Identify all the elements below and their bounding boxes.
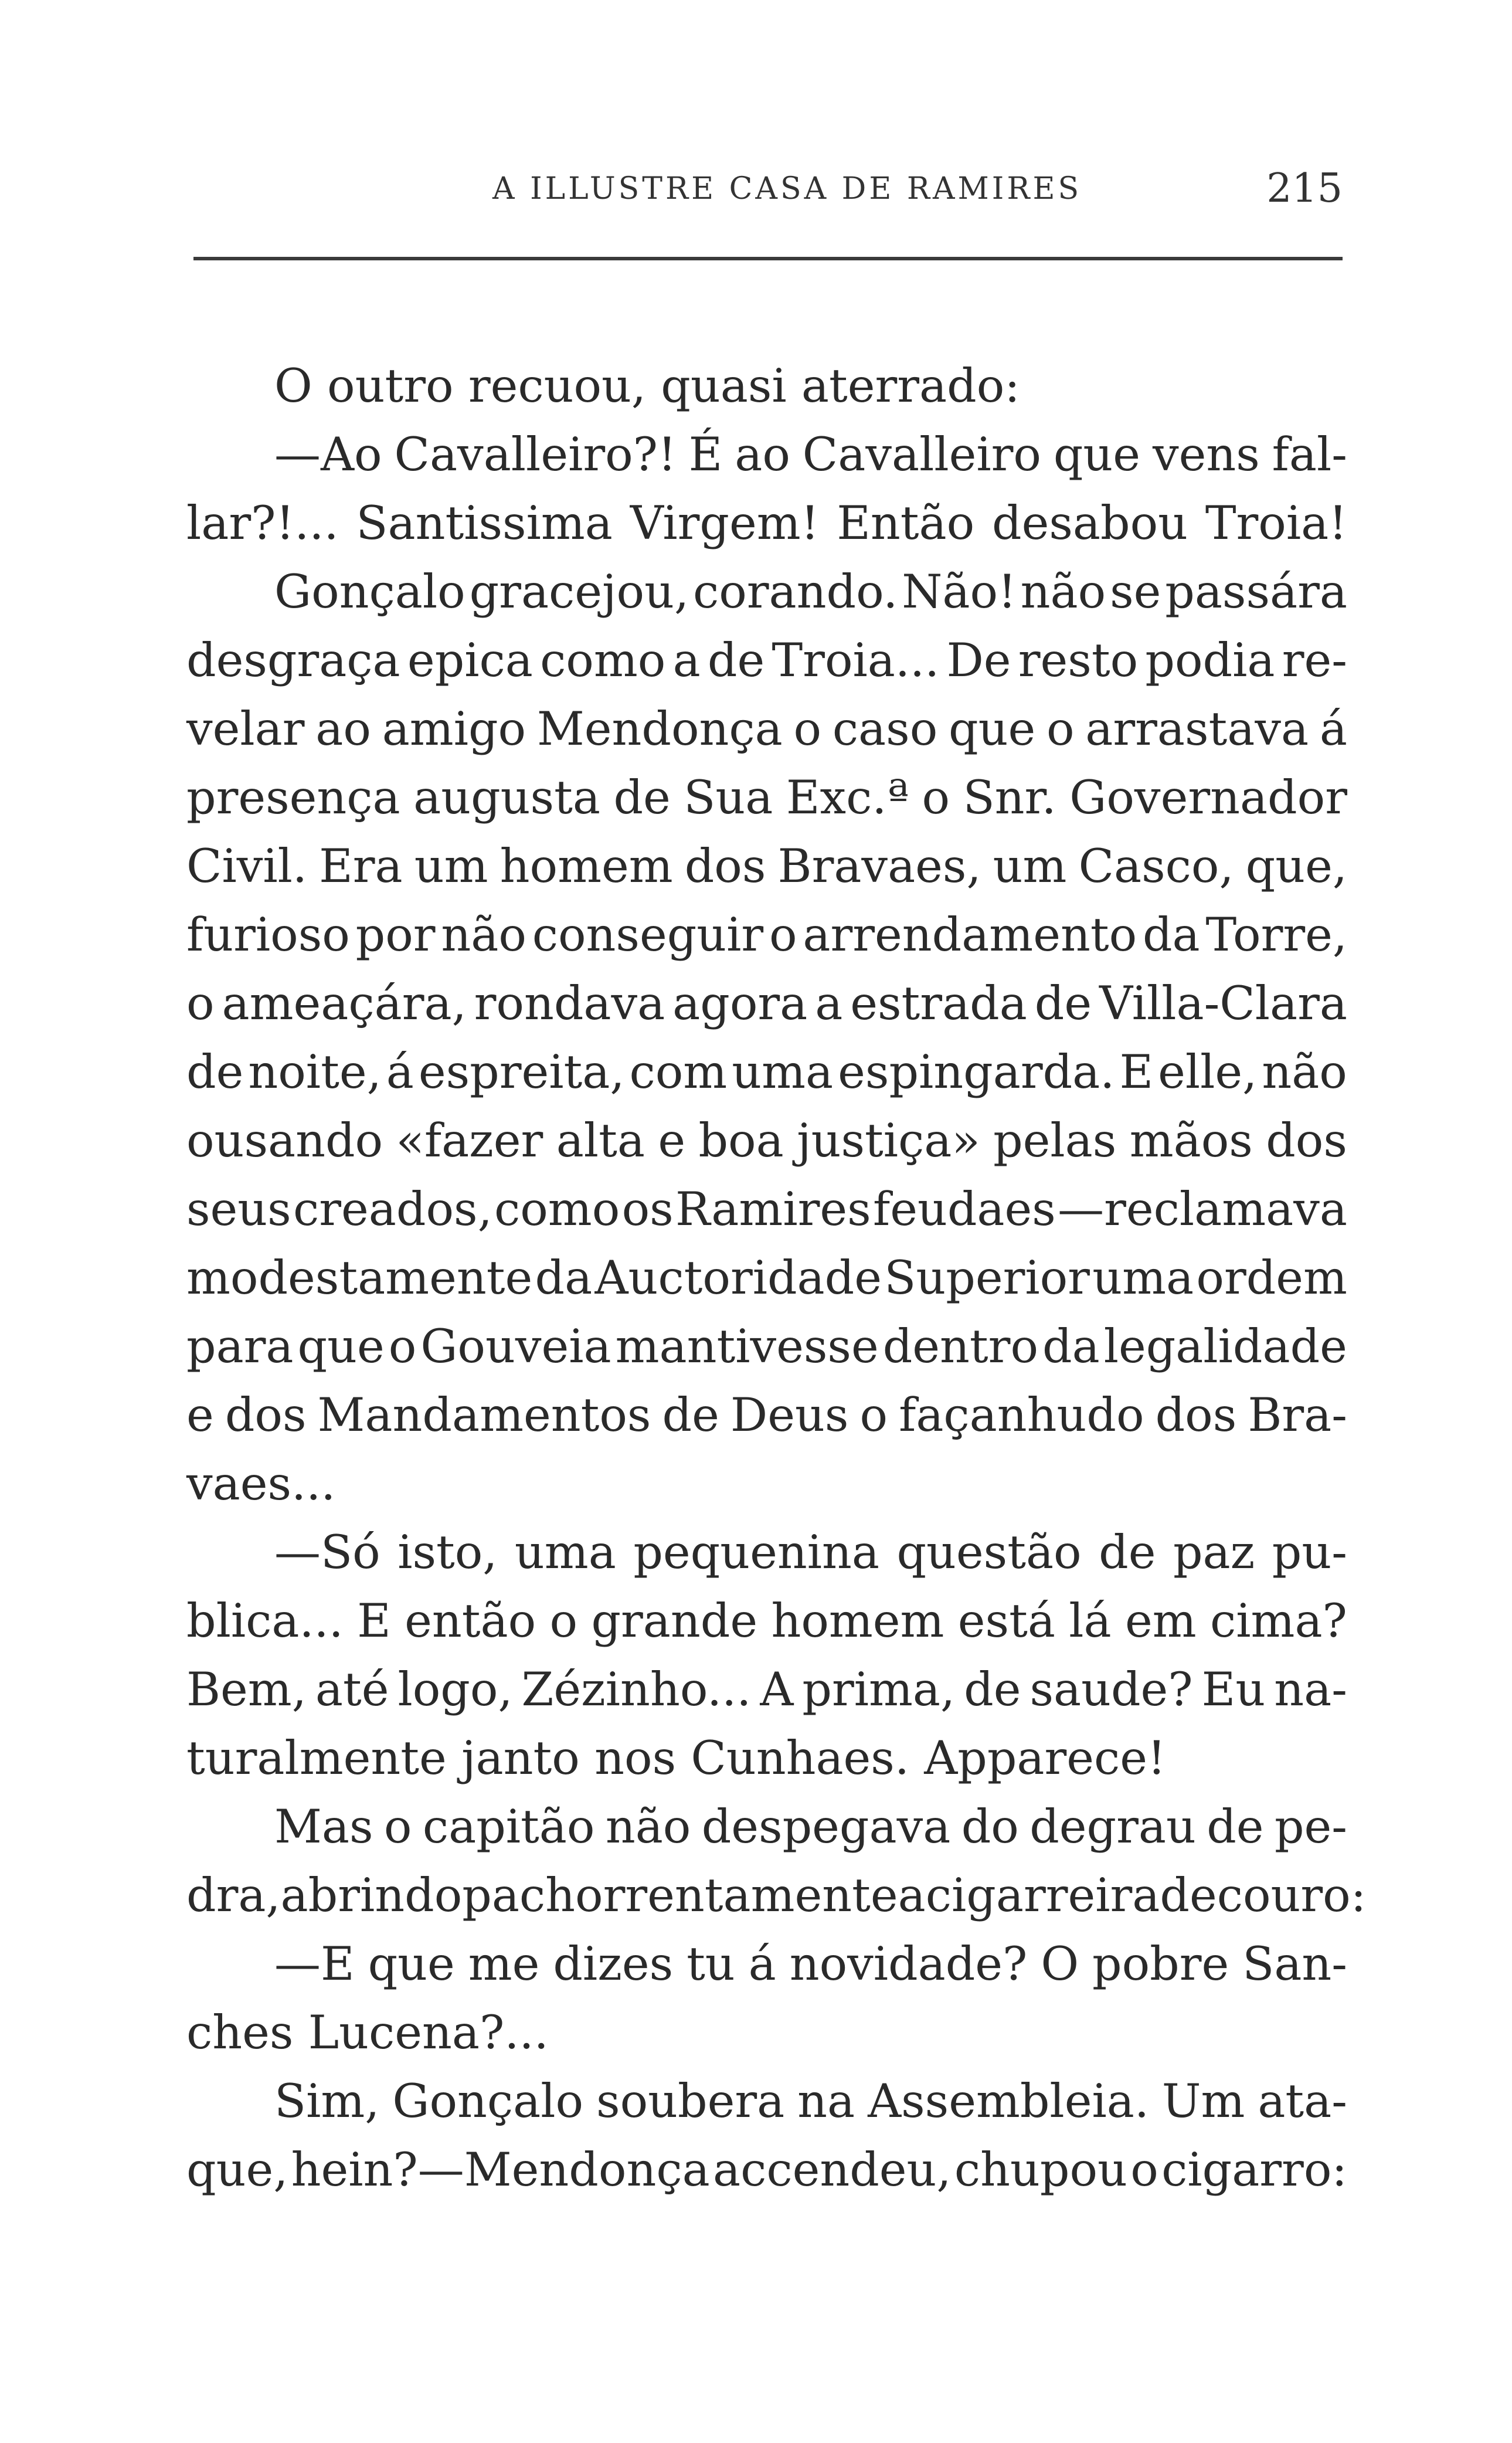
text-line: Gonçalo gracejou, corando. Não! não se passára [274,565,1347,619]
text-line: turalmente janto nos Cunhaes. Apparece! [186,1731,1166,1785]
text-line: para que o Gouveia mantivesse dentro da legalidade [186,1319,1347,1373]
running-title: A ILLUSTRE CASA DE RAMIRES [492,171,1082,206]
text-line: velar ao amigo Mendonça o caso que o arrastava á [186,702,1347,756]
text-line: o ameaçára, rondava agora a estrada de Villa-Clara [186,976,1347,1030]
text-line: Mas o capitão não despegava do degrau de pe- [274,1800,1347,1854]
text-line: que, hein?—Mendonça accendeu, chupou o cigarro: [186,2143,1347,2197]
text-line: e dos Mandamentos de Deus o façanhudo dos Bra- [186,1388,1347,1442]
text-line: O outro recuou, quasi aterrado: [274,359,1020,413]
text-line: Civil. Era um homem dos Bravaes, um Casco, que, [186,839,1347,893]
text-line: ousando «fazer alta e boa justiça» pelas mãos dos [186,1114,1347,1168]
page-number: 215 [1266,165,1343,212]
text-line: Sim, Gonçalo soubera na Assembleia. Um ata- [274,2074,1347,2128]
text-line: —E que me dizes tu á novidade? O pobre San- [274,1937,1347,1991]
text-line: blica... E então o grande homem está lá em cima? [186,1594,1347,1648]
running-head [188,165,1343,212]
text-line: de noite, á espreita, com uma espingarda. E elle, não [186,1045,1347,1099]
text-line: vaes... [186,1457,336,1511]
text-line: desgraça epica como a de Troia... De resto podia re- [186,633,1347,687]
text-line: Bem, até logo, Zézinho... A prima, de saude? Eu na- [186,1662,1347,1716]
text-line: —Ao Cavalleiro?! É ao Cavalleiro que vens fal- [274,427,1347,481]
text-line: ches Lucena?... [186,2006,549,2059]
text-line: lar?!... Santissima Virgem! Então desabou Troia! [186,496,1347,550]
text-line: —Só isto, uma pequenina questão de paz pu- [274,1525,1347,1579]
text-line: dra, abrindo pachorrentamente a cigarreira de couro: [186,1868,1367,1922]
body-text [186,352,1367,2204]
header-rule [193,257,1343,260]
text-line: furioso por não conseguir o arrendamento da Torre, [186,908,1347,962]
text-line: modestamente da Auctoridade Superior uma ordem [186,1251,1347,1305]
text-line: seus creados, como os Ramires feudaes —reclamava [186,1182,1347,1236]
text-line: presença augusta de Sua Exc.ª o Snr. Governador [186,771,1347,824]
